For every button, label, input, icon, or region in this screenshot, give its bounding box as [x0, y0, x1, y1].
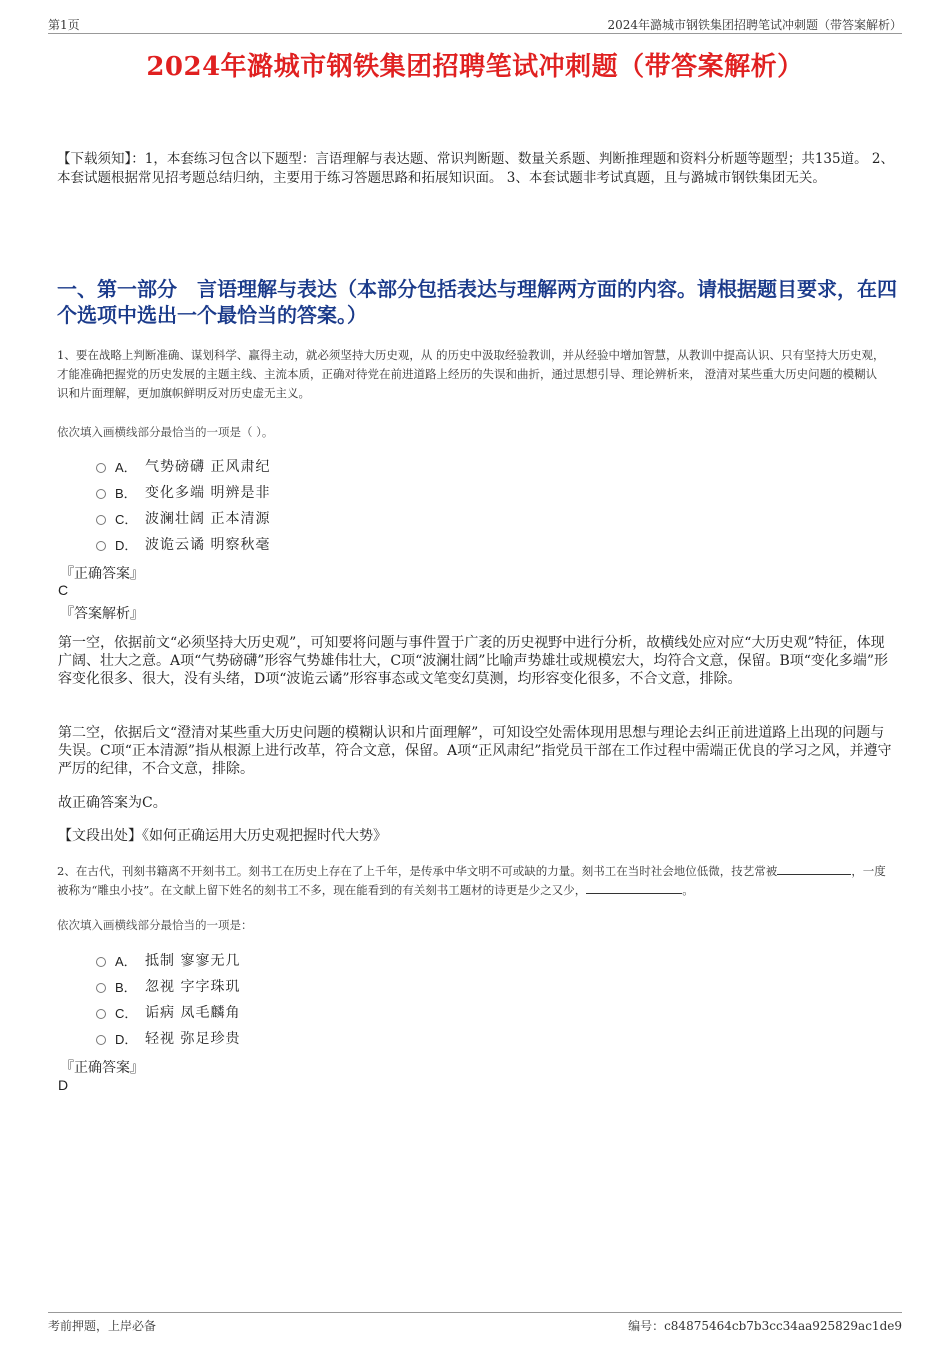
question-1-analysis-paragraph-2: 第二空，依据后文“澄清对某些重大历史问题的模糊认识和片面理解”，可知设空处需体现用思想与理论去纠正前进道路上出现的问题与失误。C项“正本清源”指从根源上进行改革，符合文意，保留。A项“正风肃纪”指党员干部在工作过程中需端正优良的学习之风，并遵守严厉的纪律，不合文意，排除。 [58, 725, 892, 777]
question-1-option-d[interactable]: D． 波诡云谲 明察秋毫 [96, 531, 270, 557]
page-header [48, 14, 902, 34]
fill-blank-2 [586, 882, 682, 894]
question-2-answer: D [58, 1077, 69, 1093]
radio-icon[interactable] [96, 983, 106, 993]
question-1-analysis-paragraph-1: 第一空，依据前文“必须坚持大历史观”，可知要将问题与事件置于广袤的历史视野中进行分析，故横线处应对应“大历史观”特征，体现广阔、壮大之意。A项“气势磅礴”形容气势雄伟壮大，C项“波澜壮阔”比喻声势雄壮或规模宏大，均符合文意，保留。B项“变化多端”形容变化很多、很大，没有头绪，D项“波诡云谲”形容事态或文笔变幻莫测，均形容变化很多，不合文意，排除。 [58, 635, 889, 687]
question-2-option-c[interactable]: C． 诟病 凤毛麟角 [96, 999, 240, 1025]
radio-icon[interactable] [96, 1009, 106, 1019]
question-1-option-c[interactable]: C． 波澜壮阔 正本清源 [96, 505, 270, 531]
question-1-source: 【文段出处】《如何正确运用大历史观把握时代大势》 [58, 828, 387, 844]
question-2-answer-label: 『正确答案』 [60, 1060, 144, 1076]
question-2-prompt: 依次填入画横线部分最恰当的一项是： [57, 918, 253, 932]
question-1-text: 1、要在战略上判断准确、谋划科学、赢得主动，就必须坚持大历史观，从 的历史中汲取经验教训，并从经验中增加智慧，从教训中提高认识、只有坚持大历史观，才能准确把握党的历史发展的主题主线、主流本质，正确对待党在前进道路上经历的失误和曲折，通过思想引导、理论辨析来， 澄清对某些重大历史问题的模糊认识和片面理解，更加旗帜鲜明反对历史虚无主义。 [57, 348, 885, 400]
footer-serial: 编号：c84875464cb7b3cc34aa925829ac1de9 [628, 1319, 902, 1333]
radio-icon[interactable] [96, 489, 106, 499]
question-1-prompt: 依次填入画横线部分最恰当的一项是（ ）。 [57, 425, 274, 439]
question-1-analysis-label: 『答案解析』 [60, 606, 144, 622]
question-1-answer: C [58, 582, 69, 598]
fill-blank-1 [777, 863, 851, 875]
radio-icon[interactable] [96, 515, 106, 525]
question-1-answer-label: 『正确答案』 [60, 566, 144, 582]
header-doc-title: 2024年潞城市钢铁集团招聘笔试冲刺题（带答案解析） [607, 18, 902, 32]
question-2-option-d[interactable]: D． 轻视 弥足珍贵 [96, 1025, 240, 1051]
question-1-options [96, 453, 270, 557]
question-1-option-b[interactable]: B． 变化多端 明辨是非 [96, 479, 270, 505]
question-1-conclusion: 故正确答案为C。 [58, 795, 167, 811]
download-notice: 【下载须知】：1，本套练习包含以下题型：言语理解与表达题、常识判断题、数量关系题、判断推理题和资料分析题等题型；共135道。 2、本套试题根据常见招考题总结归纳，主要用于练习答题思路和拓展知识面。 3、本套试题非考试真题，且与潞城市钢铁集团无关。 [57, 151, 894, 186]
radio-icon[interactable] [96, 1035, 106, 1045]
radio-icon[interactable] [96, 463, 106, 473]
section-title: 一、第一部分 言语理解与表达（本部分包括表达与理解两方面的内容。请根据题目要求，在四个选项中选出一个最恰当的答案。） [57, 277, 897, 327]
page-footer [48, 1312, 902, 1334]
question-2-option-b[interactable]: B． 忽视 字字珠玑 [96, 973, 240, 999]
question-1-option-a[interactable]: A． 气势磅礴 正风肃纪 [96, 453, 270, 479]
document-title: 2024年潞城市钢铁集团招聘笔试冲刺题（带答案解析） [146, 52, 804, 82]
question-2-option-a[interactable]: A． 抵制 寥寥无几 [96, 947, 240, 973]
question-2-options [96, 947, 240, 1051]
footer-slogan: 考前押题，上岸必备 [48, 1319, 157, 1333]
question-2-text: 2、在古代，刊刻书籍离不开刻书工。刻书工在历史上存在了上千年，是传承中华文明不可或缺的力量。刻书工在当时社会地位低微，技艺常被 ，一度被称为“雕虫小技”。在文献上留下姓名的刻书工不多，现在能看到的有关刻书工题材的诗更是少之又少， 。 [57, 864, 886, 897]
radio-icon[interactable] [96, 541, 106, 551]
page-number: 第1页 [48, 18, 80, 32]
radio-icon[interactable] [96, 957, 106, 967]
